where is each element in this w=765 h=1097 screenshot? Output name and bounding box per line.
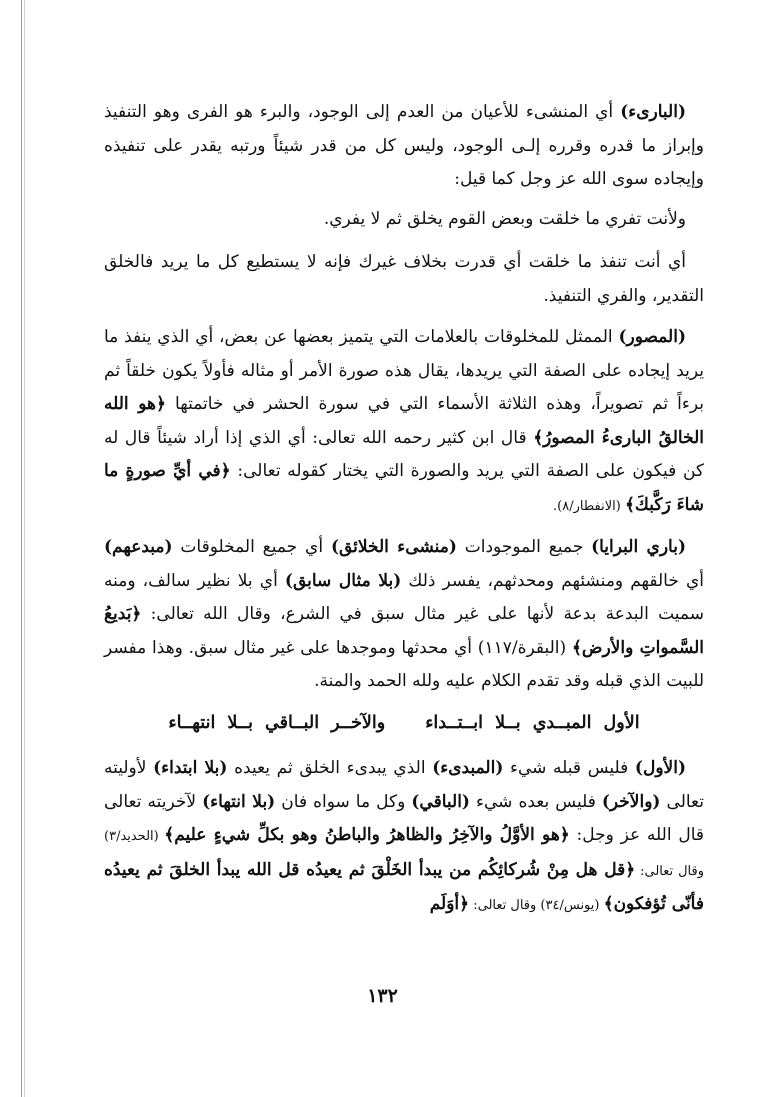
paragraph-text: لأوليته تعالى bbox=[104, 758, 704, 812]
term-al-mubdi: (المبدىء) bbox=[432, 758, 504, 778]
quran-verse: ﴿أوَلَم bbox=[429, 894, 470, 914]
term-bila-ibtida: (بلا ابتداء) bbox=[153, 758, 228, 778]
paragraph-text: أي بلا نظير سالف، ومنه سميت البدعة بدعة لأنها على غير مثال سبق في الشرع، وقال الله تعالى: bbox=[104, 570, 704, 624]
verse-reference: (الحديد/٣) وقال تعالى: bbox=[104, 829, 704, 879]
poetry-verse: ولأنت تفري ما خلقت وبعض القوم يخلق ثم لا يفري. bbox=[323, 208, 686, 229]
quran-verse: ﴿بَديعُ السَّمواتِ والأرض﴾ bbox=[104, 604, 705, 658]
quran-verse: ﴿هو الله الخالقُ البارىءُ المصورُ﴾ bbox=[104, 394, 704, 448]
paragraph-al-bari bbox=[104, 96, 704, 197]
verse-reference: (يونس/٣٤) وقال تعالى: bbox=[469, 898, 604, 913]
term-munshi-al-khalaiq: (منشىء الخلائق) bbox=[330, 537, 457, 557]
binding-edge-shadow bbox=[24, 0, 25, 1097]
verse-reference: (الانفطار/٨). bbox=[553, 498, 625, 514]
paragraph-tanfidh: أي أنت تنفذ ما خلقت أي قدرت بخلاف غيرك فإنه لا يستطيع كل ما يريد فالخلق التقدير، والفري التنفيذ. bbox=[104, 252, 704, 306]
term-bila-mithal: (بلا مثال سابق) bbox=[284, 570, 402, 591]
paragraph-text: أي خالقهم ومنشئهم ومحدثهم، يفسر ذلك bbox=[401, 570, 705, 591]
quran-verse: ﴿في أيِّ صورةٍ ما شاءَ رَكَّبكَ﴾ bbox=[104, 461, 704, 515]
term-al-akhir: (والآخر) bbox=[601, 791, 661, 812]
paragraph-text: (البقرة/١١٧) أي محدثها وموجدها على غير مثال سبق. وهذا مفسر للبيت الذي قبله وقد تقدم الكلام عليه ولله الحمد والمنة. bbox=[104, 637, 704, 691]
poem-heading bbox=[104, 707, 704, 741]
term-al-awwal: (الأول) bbox=[634, 758, 686, 778]
term-bari-al-baraya: (باري البرايا) bbox=[591, 537, 687, 557]
quran-verse: ﴿قل هل مِنْ شُركائِكُم من يبدأ الخَلْقَ ثم يعيدُه قل الله يبدأ الخلقَ ثم يعيدُه فأنّى تُؤفكون﴾ bbox=[104, 859, 704, 914]
paragraph-text: قال ابن كثير رحمه الله تعالى: أي الذي إذا أراد شيئاً قال له كن فيكون على الصفة التي يريد والصورة التي يختار كقوله تعالى: bbox=[104, 427, 704, 481]
paragraph-text: أي جميع المخلوقات bbox=[172, 537, 331, 557]
paragraph-text: جميع الموجودات bbox=[456, 537, 592, 557]
paragraph-text: فليس قبله شيء bbox=[503, 758, 635, 778]
paragraph-text: لآخريته تعالى قال الله عز وجل: bbox=[104, 791, 704, 845]
term-mubdiuhum: (مبدعهم) bbox=[104, 537, 173, 557]
heading-right-hemistich: الأول المبــدي بــلا ابــتــداء bbox=[425, 712, 640, 733]
paragraph-text: فليس بعده شيء bbox=[469, 791, 602, 812]
page-number: ١٣٢ bbox=[367, 985, 398, 1007]
term-al-bari: (البارىء) bbox=[620, 102, 686, 122]
paragraph-bari-al-baraya bbox=[104, 531, 704, 699]
paragraph-text: الذي يبدىء الخلق ثم يعيده bbox=[227, 758, 433, 778]
heading-left-hemistich: والآخــر البــاقي بــلا انتهــاء bbox=[168, 712, 386, 733]
term-al-musawwir: (المصور) bbox=[618, 327, 686, 347]
paragraph-text: أي المنشىء للأعيان من العدم إلى الوجود، والبرء هو الفرى وهو التنفيذ وإبراز ما قدره وقرره إلـى الوجود، وليس كل من قدر شيئاً ورتبه يقدر على تنفيذه وإيجاده سوى الله عز وجل كما قيل: bbox=[104, 102, 704, 189]
paragraph-al-musawwir bbox=[104, 321, 704, 523]
binding-edge-line bbox=[21, 0, 22, 1097]
term-al-baqi: (الباقي) bbox=[411, 791, 470, 812]
paragraph-al-awwal bbox=[104, 752, 704, 923]
paragraph-text: الممثل للمخلوقات بالعلامات التي يتميز بعضها عن بعض، أي الذي ينفذ ما يريد إيجاده على الصفة التي يريدها، يقال هذه صورة الأمر أو مثاله فأولاً يكون خلقاً ثم برءاً ثم تصويراً، وهذه الثلاثة الأسماء التي في سورة الحشر في خاتمتها bbox=[104, 327, 704, 414]
paragraph-text: وكل ما سواه فان bbox=[275, 791, 412, 812]
term-bila-intiha: (بلا انتهاء) bbox=[202, 791, 276, 812]
page-body bbox=[104, 96, 704, 923]
quran-verse: ﴿هو الأوَّلُ والآخِرُ والظاهرُ والباطنُ وهو بكلِّ شيءٍ عليم﴾ bbox=[164, 825, 570, 845]
